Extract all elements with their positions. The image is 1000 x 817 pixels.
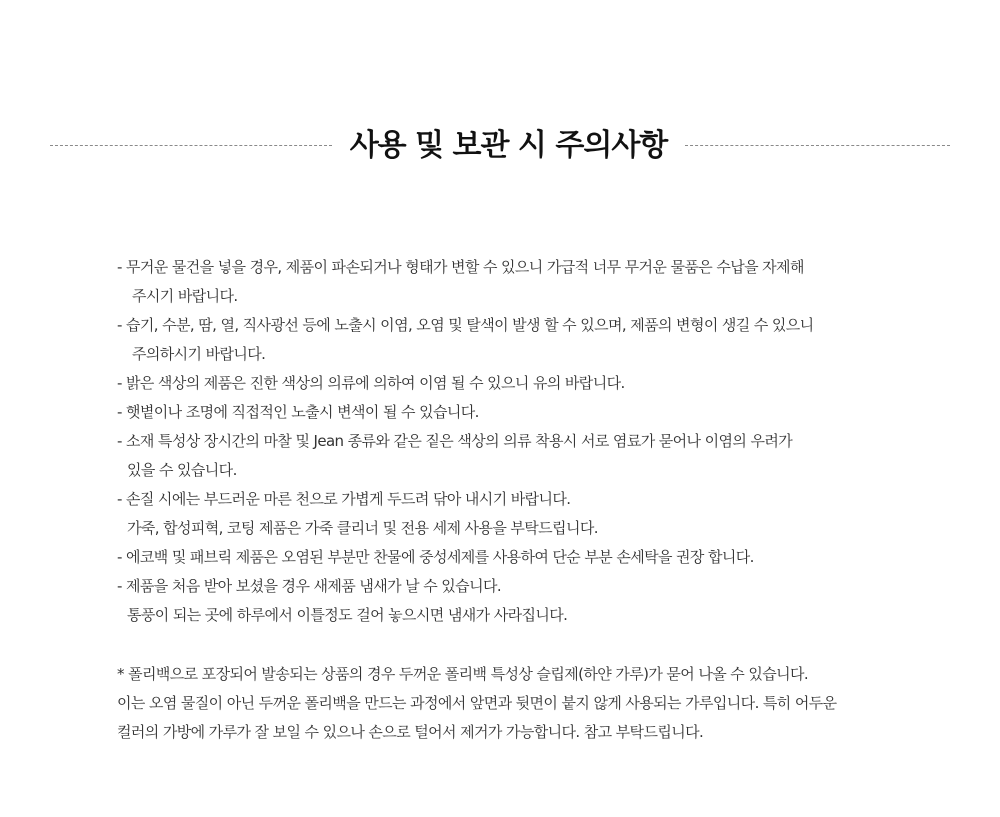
caution-line-continued: 있을 수 있습니다. <box>127 461 237 479</box>
polybag-note <box>117 660 987 747</box>
dashed-divider-left <box>50 145 332 146</box>
caution-item-dye-transfer <box>117 369 977 398</box>
caution-item-heavy-objects <box>117 253 977 311</box>
caution-line: - 햇볕이나 조명에 직접적인 노출시 변색이 될 수 있습니다. <box>117 403 479 421</box>
caution-item-moisture <box>117 311 977 369</box>
polybag-note-line: 이는 오염 물질이 아닌 두꺼운 폴리백을 만드는 과정에서 앞면과 뒷면이 붙지 않게 사용되는 가루입니다. 특히 어두운 <box>117 694 837 712</box>
caution-item-sunlight <box>117 398 977 427</box>
caution-item-cleaning <box>117 485 977 543</box>
caution-line: - 무거운 물건을 넣을 경우, 제품이 파손되거나 형태가 변할 수 있으니 가급적 너무 무거운 물품은 수납을 자제해 <box>117 258 804 276</box>
caution-line-continued: 주의하시기 바랍니다. <box>132 345 266 363</box>
caution-line: - 에코백 및 패브릭 제품은 오염된 부분만 찬물에 중성세제를 사용하여 단순 부분 손세탁을 권장 합니다. <box>117 548 754 566</box>
page-title: 사용 및 보관 시 주의사항 <box>349 128 668 163</box>
caution-item-friction <box>117 427 977 485</box>
caution-item-new-smell <box>117 572 977 630</box>
caution-line-continued: 통풍이 되는 곳에 하루에서 이틀정도 걸어 놓으시면 냄새가 사라집니다. <box>127 606 568 624</box>
polybag-note-line: 컬러의 가방에 가루가 잘 보일 수 있으나 손으로 털어서 제거가 가능합니다. 참고 부탁드립니다. <box>117 723 704 741</box>
caution-line: - 손질 시에는 부드러운 마른 천으로 가볍게 두드려 닦아 내시기 바랍니다. <box>117 490 571 508</box>
caution-line: - 밝은 색상의 제품은 진한 색상의 의류에 의하여 이염 될 수 있으니 유의 바랍니다. <box>117 374 625 392</box>
caution-line: - 제품을 처음 받아 보셨을 경우 새제품 냄새가 날 수 있습니다. <box>117 577 502 595</box>
caution-line: - 소재 특성상 장시간의 마찰 및 Jean 종류와 같은 짙은 색상의 의류 착용시 서로 염료가 묻어나 이염의 우려가 <box>117 432 793 450</box>
polybag-note-line: * 폴리백으로 포장되어 발송되는 상품의 경우 두꺼운 폴리백 특성상 슬립제(하얀 가루)가 묻어 나올 수 있습니다. <box>117 665 809 683</box>
caution-line: - 습기, 수분, 땀, 열, 직사광선 등에 노출시 이염, 오염 및 탈색이 발생 할 수 있으며, 제품의 변형이 생길 수 있으니 <box>117 316 814 334</box>
caution-line-continued: 주시기 바랍니다. <box>132 287 238 305</box>
caution-item-fabric-wash <box>117 543 977 572</box>
caution-line-continued: 가죽, 합성피혁, 코팅 제품은 가죽 클리너 및 전용 세제 사용을 부탁드립니다. <box>127 519 598 537</box>
dashed-divider-right <box>685 145 950 146</box>
section-header <box>0 122 1000 170</box>
caution-list <box>117 253 977 630</box>
